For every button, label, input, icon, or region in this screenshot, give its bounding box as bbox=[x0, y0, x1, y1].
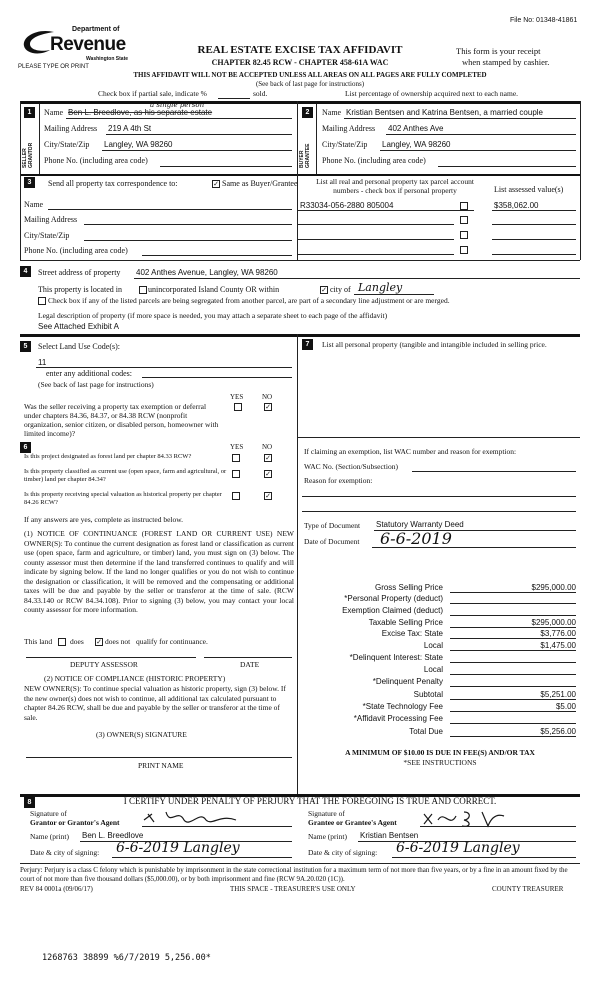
fee-line-4 bbox=[450, 638, 576, 639]
city-of-value[interactable]: Langley bbox=[358, 281, 403, 294]
correspondence-name-line[interactable] bbox=[48, 209, 292, 210]
section-4-number: 4 bbox=[20, 266, 31, 277]
s6-yes-header: YES bbox=[230, 443, 244, 451]
grantee-signature-of: Signature of bbox=[308, 809, 345, 818]
grantee-name-print[interactable]: Kristian Bentsen bbox=[360, 831, 419, 840]
section-3-bottom bbox=[20, 260, 580, 261]
historic-yes-checkbox[interactable] bbox=[232, 492, 240, 500]
parcel-1-personal-checkbox[interactable] bbox=[460, 202, 468, 210]
buyer-name-value[interactable]: Kristian Bentsen and Katrina Bentsen, a married couple bbox=[346, 108, 544, 117]
seller-phone-label: Phone No. (including area code) bbox=[44, 156, 148, 165]
current-use-question: Is this property classified as current use (open space, farm and agricultural, or timber) land per chapter 84.34? bbox=[24, 468, 227, 483]
seller-name-handwritten: a single person bbox=[150, 101, 205, 109]
fee-label-personal: *Personal Property (deduct) bbox=[344, 594, 443, 603]
fee-label-subtotal: Subtotal bbox=[413, 690, 443, 699]
deputy-date-line[interactable] bbox=[204, 657, 292, 658]
buyer-name-line bbox=[344, 118, 576, 119]
cashier-stamp: 1268763 38899 %6/7/2019 5,256.00* bbox=[42, 953, 211, 963]
segregated-checkbox[interactable] bbox=[38, 297, 46, 305]
section-3-right-border bbox=[580, 174, 581, 260]
fee-label-excise-state: Excise Tax: State bbox=[381, 629, 443, 638]
same-as-buyer-checkbox[interactable]: ✓ bbox=[213, 180, 219, 188]
form-revision: REV 84 0001a (09/06/17) bbox=[20, 885, 93, 893]
exemption-reason-line-1[interactable] bbox=[302, 496, 576, 497]
county-treasurer-label: COUNTY TREASURER bbox=[492, 885, 564, 893]
section-2-number: 2 bbox=[302, 107, 313, 118]
exemption-reason-line-2[interactable] bbox=[302, 511, 576, 512]
partial-percent-line[interactable] bbox=[218, 98, 250, 99]
grantee-signature[interactable] bbox=[420, 806, 510, 828]
unincorporated-checkbox[interactable] bbox=[139, 286, 147, 294]
fee-label-excise-local: Local bbox=[423, 641, 443, 650]
grantee-agent-label: Grantee or Grantee's Agent bbox=[308, 818, 397, 827]
section-8-bottom bbox=[20, 863, 580, 864]
correspondence-mailing-line[interactable] bbox=[84, 224, 292, 225]
section-5-number: 5 bbox=[20, 341, 31, 352]
street-address-value[interactable]: 402 Anthes Avenue, Langley, WA 98260 bbox=[136, 268, 278, 277]
buyer-city-label: City/State/Zip bbox=[322, 140, 368, 149]
fee-line-1 bbox=[450, 603, 576, 604]
seller-label-divider bbox=[39, 104, 40, 174]
minimum-fee-notice: A MINIMUM OF $10.00 IS DUE IN FEE(S) AND/OR TAX bbox=[345, 748, 535, 757]
forest-no-checkbox[interactable]: ✓ bbox=[265, 454, 271, 462]
parcel-line-3[interactable] bbox=[298, 239, 454, 240]
correspondence-name-label: Name bbox=[24, 200, 44, 209]
exemption-question: Was the seller receiving a property tax exemption or deferral under chapters 84.36, 84.37, or 84.38 RCW (nonprofit organization, senior citizen, or disabled person, homeowner with limited income)? bbox=[24, 402, 219, 438]
notice-compliance-title: (2) NOTICE OF COMPLIANCE (HISTORIC PROPERTY) bbox=[44, 674, 226, 683]
assessed-line-3[interactable] bbox=[492, 239, 576, 240]
grantor-signature-of: Signature of bbox=[30, 809, 67, 818]
located-text: This property is located in bbox=[38, 285, 122, 294]
city-of-label: city of bbox=[330, 285, 351, 294]
forest-land-question: Is this project designated as forest land per chapter 84.33 RCW? bbox=[24, 453, 192, 460]
land-use-label: Select Land Use Code(s): bbox=[38, 342, 120, 351]
fee-value-subtotal[interactable]: $5,251.00 bbox=[540, 690, 576, 699]
grantor-date-line bbox=[112, 857, 292, 858]
fee-value-excise-local[interactable]: $1,475.00 bbox=[540, 641, 576, 650]
fee-value-technology[interactable]: $5.00 bbox=[555, 702, 576, 711]
fee-label-interest-local: Local bbox=[423, 665, 443, 674]
seller-name-label: Name bbox=[44, 108, 64, 117]
seller-mailing-label: Mailing Address bbox=[44, 124, 98, 133]
logo-top-text: Department of bbox=[72, 26, 120, 33]
fee-label-exemption: Exemption Claimed (deduct) bbox=[342, 606, 443, 615]
exemption-reason-label: Reason for exemption: bbox=[304, 476, 373, 485]
partial-sale-label: Check box if partial sale, indicate % bbox=[98, 89, 207, 98]
grantor-name-print[interactable]: Ben L. Breedlove bbox=[82, 831, 144, 840]
parcel-line-4[interactable] bbox=[298, 254, 454, 255]
grantor-date-city-label: Date & city of signing: bbox=[30, 848, 100, 857]
parcel-4-personal-checkbox[interactable] bbox=[460, 246, 468, 254]
see-back-text: (See back of last page for instructions) bbox=[255, 80, 365, 88]
seller-name-value[interactable]: Ben L. Breedlove, as his separate estate bbox=[68, 108, 213, 117]
doc-date-value[interactable]: 6-6-2019 bbox=[380, 529, 452, 548]
buyer-phone-line[interactable] bbox=[438, 166, 576, 167]
land-does-checkbox[interactable] bbox=[58, 638, 66, 646]
within-city-checkbox[interactable]: ✓ bbox=[321, 286, 327, 294]
deputy-date-label: DATE bbox=[240, 660, 260, 669]
section-3-top-bar bbox=[20, 174, 580, 176]
section-7-number: 7 bbox=[302, 339, 313, 350]
section-2-right-border bbox=[580, 101, 581, 174]
fee-label-total: Total Due bbox=[409, 727, 443, 736]
sold-label: sold. bbox=[253, 89, 268, 98]
owner-signature-label: (3) OWNER(S) SIGNATURE bbox=[96, 730, 187, 739]
form-chapter: CHAPTER 82.45 RCW - CHAPTER 458-61A WAC bbox=[211, 58, 389, 67]
seller-city-value[interactable]: Langley, WA 98260 bbox=[104, 140, 173, 149]
grantor-signature[interactable] bbox=[140, 806, 250, 828]
perjury-notice: Perjury: Perjury is a class C felony which is punishable by imprisonment in the state correctional institution for a maximum term of not more than five years, or by a fine in an amount fixed by the court of not more than five thousand dollars ($5,000.00), or by both imprisonment and fine (RCW 9A.20.020 (1C)). bbox=[20, 866, 568, 883]
deputy-assessor-label: DEPUTY ASSESSOR bbox=[70, 660, 138, 669]
fee-label-processing: *Affidavit Processing Fee bbox=[353, 714, 443, 723]
parcel-3-personal-checkbox[interactable] bbox=[460, 231, 468, 239]
section-1-left-border bbox=[20, 101, 21, 174]
land-use-see-back: (See back of last page for instructions) bbox=[38, 380, 154, 389]
doc-type-label: Type of Document bbox=[304, 521, 361, 530]
assessed-line-1 bbox=[492, 210, 576, 211]
land-does-not-checkbox[interactable]: ✓ bbox=[96, 638, 102, 646]
fee-line-12 bbox=[450, 736, 576, 737]
parcel-2-personal-checkbox[interactable] bbox=[460, 216, 468, 224]
send-correspondence-label: Send all property tax correspondence to: bbox=[48, 179, 178, 188]
fee-label-technology: *State Technology Fee bbox=[362, 702, 443, 711]
dor-logo bbox=[20, 24, 130, 66]
fee-label-gross: Gross Selling Price bbox=[374, 583, 443, 592]
exemption-no-checkbox[interactable]: ✓ bbox=[265, 403, 271, 411]
buyer-city-value[interactable]: Langley, WA 98260 bbox=[382, 140, 451, 149]
parcel-number-1[interactable]: R33034-056-2880 805004 bbox=[300, 201, 394, 210]
city-of-line bbox=[354, 294, 434, 295]
fee-value-total[interactable]: $5,256.00 bbox=[540, 727, 576, 736]
deputy-assessor-line[interactable] bbox=[26, 657, 196, 658]
fee-line-11 bbox=[450, 723, 576, 724]
same-as-buyer-label: Same as Buyer/Grantee bbox=[222, 179, 298, 188]
correspondence-phone-line[interactable] bbox=[142, 255, 292, 256]
seller-grantor-label: SELLER GRANTOR bbox=[22, 142, 34, 168]
print-name-label: PRINT NAME bbox=[138, 761, 184, 770]
buyer-mailing-label: Mailing Address bbox=[322, 124, 376, 133]
buyer-mailing-value[interactable]: 402 Anthes Ave bbox=[388, 124, 444, 133]
section-1-top-bar bbox=[20, 101, 580, 104]
receipt-line1: This form is your receipt bbox=[456, 46, 541, 56]
doc-date-label: Date of Document bbox=[304, 537, 360, 546]
seller-mailing-line bbox=[106, 134, 292, 135]
section-6-number: 6 bbox=[20, 442, 31, 453]
historic-question: Is this property receiving special valuation as historical property per chapter 84.26 RCW? bbox=[24, 491, 222, 506]
warning-text: THIS AFFIDAVIT WILL NOT BE ACCEPTED UNLESS ALL AREAS ON ALL PAGES ARE FULLY COMPLETED bbox=[133, 71, 487, 79]
grantee-date-city[interactable]: 6-6-2019 Langley bbox=[396, 840, 520, 856]
fee-line-6 bbox=[450, 662, 576, 663]
notice-of-continuance: (1) NOTICE OF CONTINUANCE (FOREST LAND OR CURRENT USE) NEW OWNER(S): To continue the current designation as forest land or classification as current use (open space, farm and agriculture, or timber) land, you must sign on (3) below. The county assessor must then determine if the land transferred continues to qualify and will indicate by signing below. If the land no longer qualifies or you do not wish to continue the designation or classification, it will be removed and the compensating or additional taxes will be due and payable by the seller or transferor at the time of sale. (RCW 84.33.140 or RCW 84.34.108). Prior to signing (3) below, you may contact your local county assessor for more information. bbox=[24, 529, 294, 614]
fee-value-excise-state[interactable]: $3,776.00 bbox=[540, 629, 576, 638]
assessed-header: List assessed value(s) bbox=[494, 185, 564, 194]
street-address-label: Street address of property bbox=[38, 268, 121, 277]
buyer-city-line bbox=[380, 150, 576, 151]
section-1-number: 1 bbox=[24, 107, 35, 118]
grantor-date-city[interactable]: 6-6-2019 Langley bbox=[116, 840, 240, 856]
fee-label-penalty: *Delinquent Penalty bbox=[372, 677, 443, 686]
if-yes-instruction: If any answers are yes, complete as instructed below. bbox=[24, 515, 184, 524]
grantor-agent-label: Grantor or Grantor's Agent bbox=[30, 818, 120, 827]
grantor-signature-line bbox=[142, 826, 292, 827]
current-use-no-checkbox[interactable]: ✓ bbox=[265, 470, 271, 478]
seller-city-label: City/State/Zip bbox=[44, 140, 90, 149]
fee-label-taxable: Taxable Selling Price bbox=[368, 618, 443, 627]
land-use-value[interactable]: 11 bbox=[38, 358, 47, 367]
fee-line-7 bbox=[450, 674, 576, 675]
qualify-label: qualify for continuance. bbox=[136, 637, 208, 646]
grantee-name-print-label: Name (print) bbox=[308, 832, 347, 841]
fee-value-taxable[interactable]: $295,000.00 bbox=[531, 618, 576, 627]
doc-date-line bbox=[372, 547, 576, 548]
fee-value-gross[interactable]: $295,000.00 bbox=[531, 583, 576, 592]
personal-property-label: List all personal property (tangible and intangible included in selling price. bbox=[322, 340, 547, 349]
section-8-number: 8 bbox=[24, 797, 35, 808]
street-address-line bbox=[134, 278, 580, 279]
buyer-grantee-label: BUYER GRANTEE bbox=[299, 143, 311, 168]
seller-mailing-value[interactable]: 219 A 4th St bbox=[108, 124, 152, 133]
assessed-line-4[interactable] bbox=[492, 254, 576, 255]
buyer-phone-label: Phone No. (including area code) bbox=[322, 156, 426, 165]
notice-compliance-text: NEW OWNER(S): To continue special valuation as historic property, sign (3) below. If the new owner(s) does not wish to continue, all additional tax calculated pursuant to chapter 84.26 RCW, shall be due and payable by the seller or transferor at the time of sale. bbox=[24, 684, 286, 722]
grantee-date-city-label: Date & city of signing: bbox=[308, 848, 378, 857]
additional-codes-label: enter any additional codes: bbox=[46, 369, 132, 378]
receipt-line2: when stamped by cashier. bbox=[462, 57, 550, 67]
grantee-signature-line bbox=[420, 826, 576, 827]
owner-signature-line[interactable] bbox=[26, 757, 292, 758]
correspondence-mailing-label: Mailing Address bbox=[24, 215, 78, 224]
parcel-header-1: List all real and personal property tax parcel account bbox=[316, 177, 474, 186]
ownership-note: List percentage of ownership acquired next to each name. bbox=[345, 89, 519, 98]
legal-description-label: Legal description of property (if more space is needed, you may attach a separate sheet to each page of the affidavit) bbox=[38, 311, 388, 320]
fee-line-8 bbox=[450, 686, 576, 687]
seller-city-line bbox=[102, 150, 292, 151]
fee-label-interest-state: *Delinquent Interest: State bbox=[349, 653, 443, 662]
parcel-line-1 bbox=[298, 210, 474, 211]
current-use-yes-checkbox[interactable] bbox=[232, 470, 240, 478]
certify-statement: I CERTIFY UNDER PENALTY OF PERJURY THAT THE FOREGOING IS TRUE AND CORRECT. bbox=[123, 796, 497, 806]
fee-line-0 bbox=[450, 592, 576, 593]
correspondence-city-label: City/State/Zip bbox=[24, 231, 70, 240]
see-instructions: *SEE INSTRUCTIONS bbox=[403, 758, 477, 767]
seller-name-line bbox=[66, 118, 292, 119]
s5-yes-header: YES bbox=[230, 393, 244, 401]
fee-line-2 bbox=[450, 615, 576, 616]
land-does-not-label: does not bbox=[105, 637, 131, 646]
assessed-line-2[interactable] bbox=[492, 224, 576, 225]
exemption-yes-checkbox[interactable] bbox=[234, 403, 242, 411]
doc-type-value[interactable]: Statutory Warranty Deed bbox=[376, 520, 464, 529]
logo-state: Washington State bbox=[86, 56, 129, 62]
section-divider bbox=[297, 101, 298, 174]
legal-description-value[interactable]: See Attached Exhibit A bbox=[38, 322, 119, 331]
parcel-line-2[interactable] bbox=[298, 224, 454, 225]
forest-yes-checkbox[interactable] bbox=[232, 454, 240, 462]
please-type: PLEASE TYPE OR PRINT bbox=[18, 64, 89, 70]
s6-no-header: NO bbox=[262, 443, 273, 451]
unincorporated-label: unincorporated Island County OR within bbox=[148, 285, 280, 294]
segregated-label: Check box if any of the listed parcels are being segregated from another parcel, are part of a secondary line adjustment or are merged. bbox=[48, 296, 450, 305]
buyer-label-divider bbox=[316, 104, 317, 174]
file-number: File No: 01348-41861 bbox=[510, 17, 578, 24]
section-5-top-bar bbox=[20, 334, 580, 337]
fee-line-10 bbox=[450, 711, 576, 712]
section-5-7-divider bbox=[297, 334, 298, 794]
wac-number-line[interactable] bbox=[412, 471, 576, 472]
correspondence-city-line[interactable] bbox=[84, 240, 292, 241]
buyer-mailing-line bbox=[386, 134, 576, 135]
historic-no-checkbox[interactable]: ✓ bbox=[265, 492, 271, 500]
treasurer-use-only: THIS SPACE - TREASURER'S USE ONLY bbox=[230, 885, 356, 893]
grantor-name-print-label: Name (print) bbox=[30, 832, 69, 841]
s5-no-header: NO bbox=[262, 393, 273, 401]
grantee-date-line bbox=[392, 857, 576, 858]
wac-number-label: WAC No. (Section/Subsection) bbox=[304, 462, 398, 471]
section-7-divider bbox=[297, 437, 580, 438]
exemption-claim-label: If claiming an exemption, list WAC number and reason for exemption: bbox=[304, 447, 517, 456]
section-3-left-border bbox=[20, 174, 21, 260]
fee-line-3 bbox=[450, 627, 576, 628]
land-does-label: does bbox=[70, 637, 84, 646]
fee-line-9 bbox=[450, 699, 576, 700]
correspondence-phone-label: Phone No. (including area code) bbox=[24, 246, 128, 255]
assessed-value-1[interactable]: $358,062.00 bbox=[494, 201, 539, 210]
this-land-label: This land bbox=[24, 637, 53, 646]
additional-codes-line[interactable] bbox=[142, 377, 292, 378]
section-3-number: 3 bbox=[24, 177, 35, 188]
buyer-name-label: Name bbox=[322, 108, 342, 117]
parcel-header-2: numbers - check box if personal property bbox=[333, 186, 457, 195]
logo-word: Revenue bbox=[50, 34, 126, 55]
fee-line-5 bbox=[450, 650, 576, 651]
land-use-line bbox=[36, 367, 292, 368]
form-title: REAL ESTATE EXCISE TAX AFFIDAVIT bbox=[197, 44, 403, 56]
seller-phone-line[interactable] bbox=[160, 166, 292, 167]
